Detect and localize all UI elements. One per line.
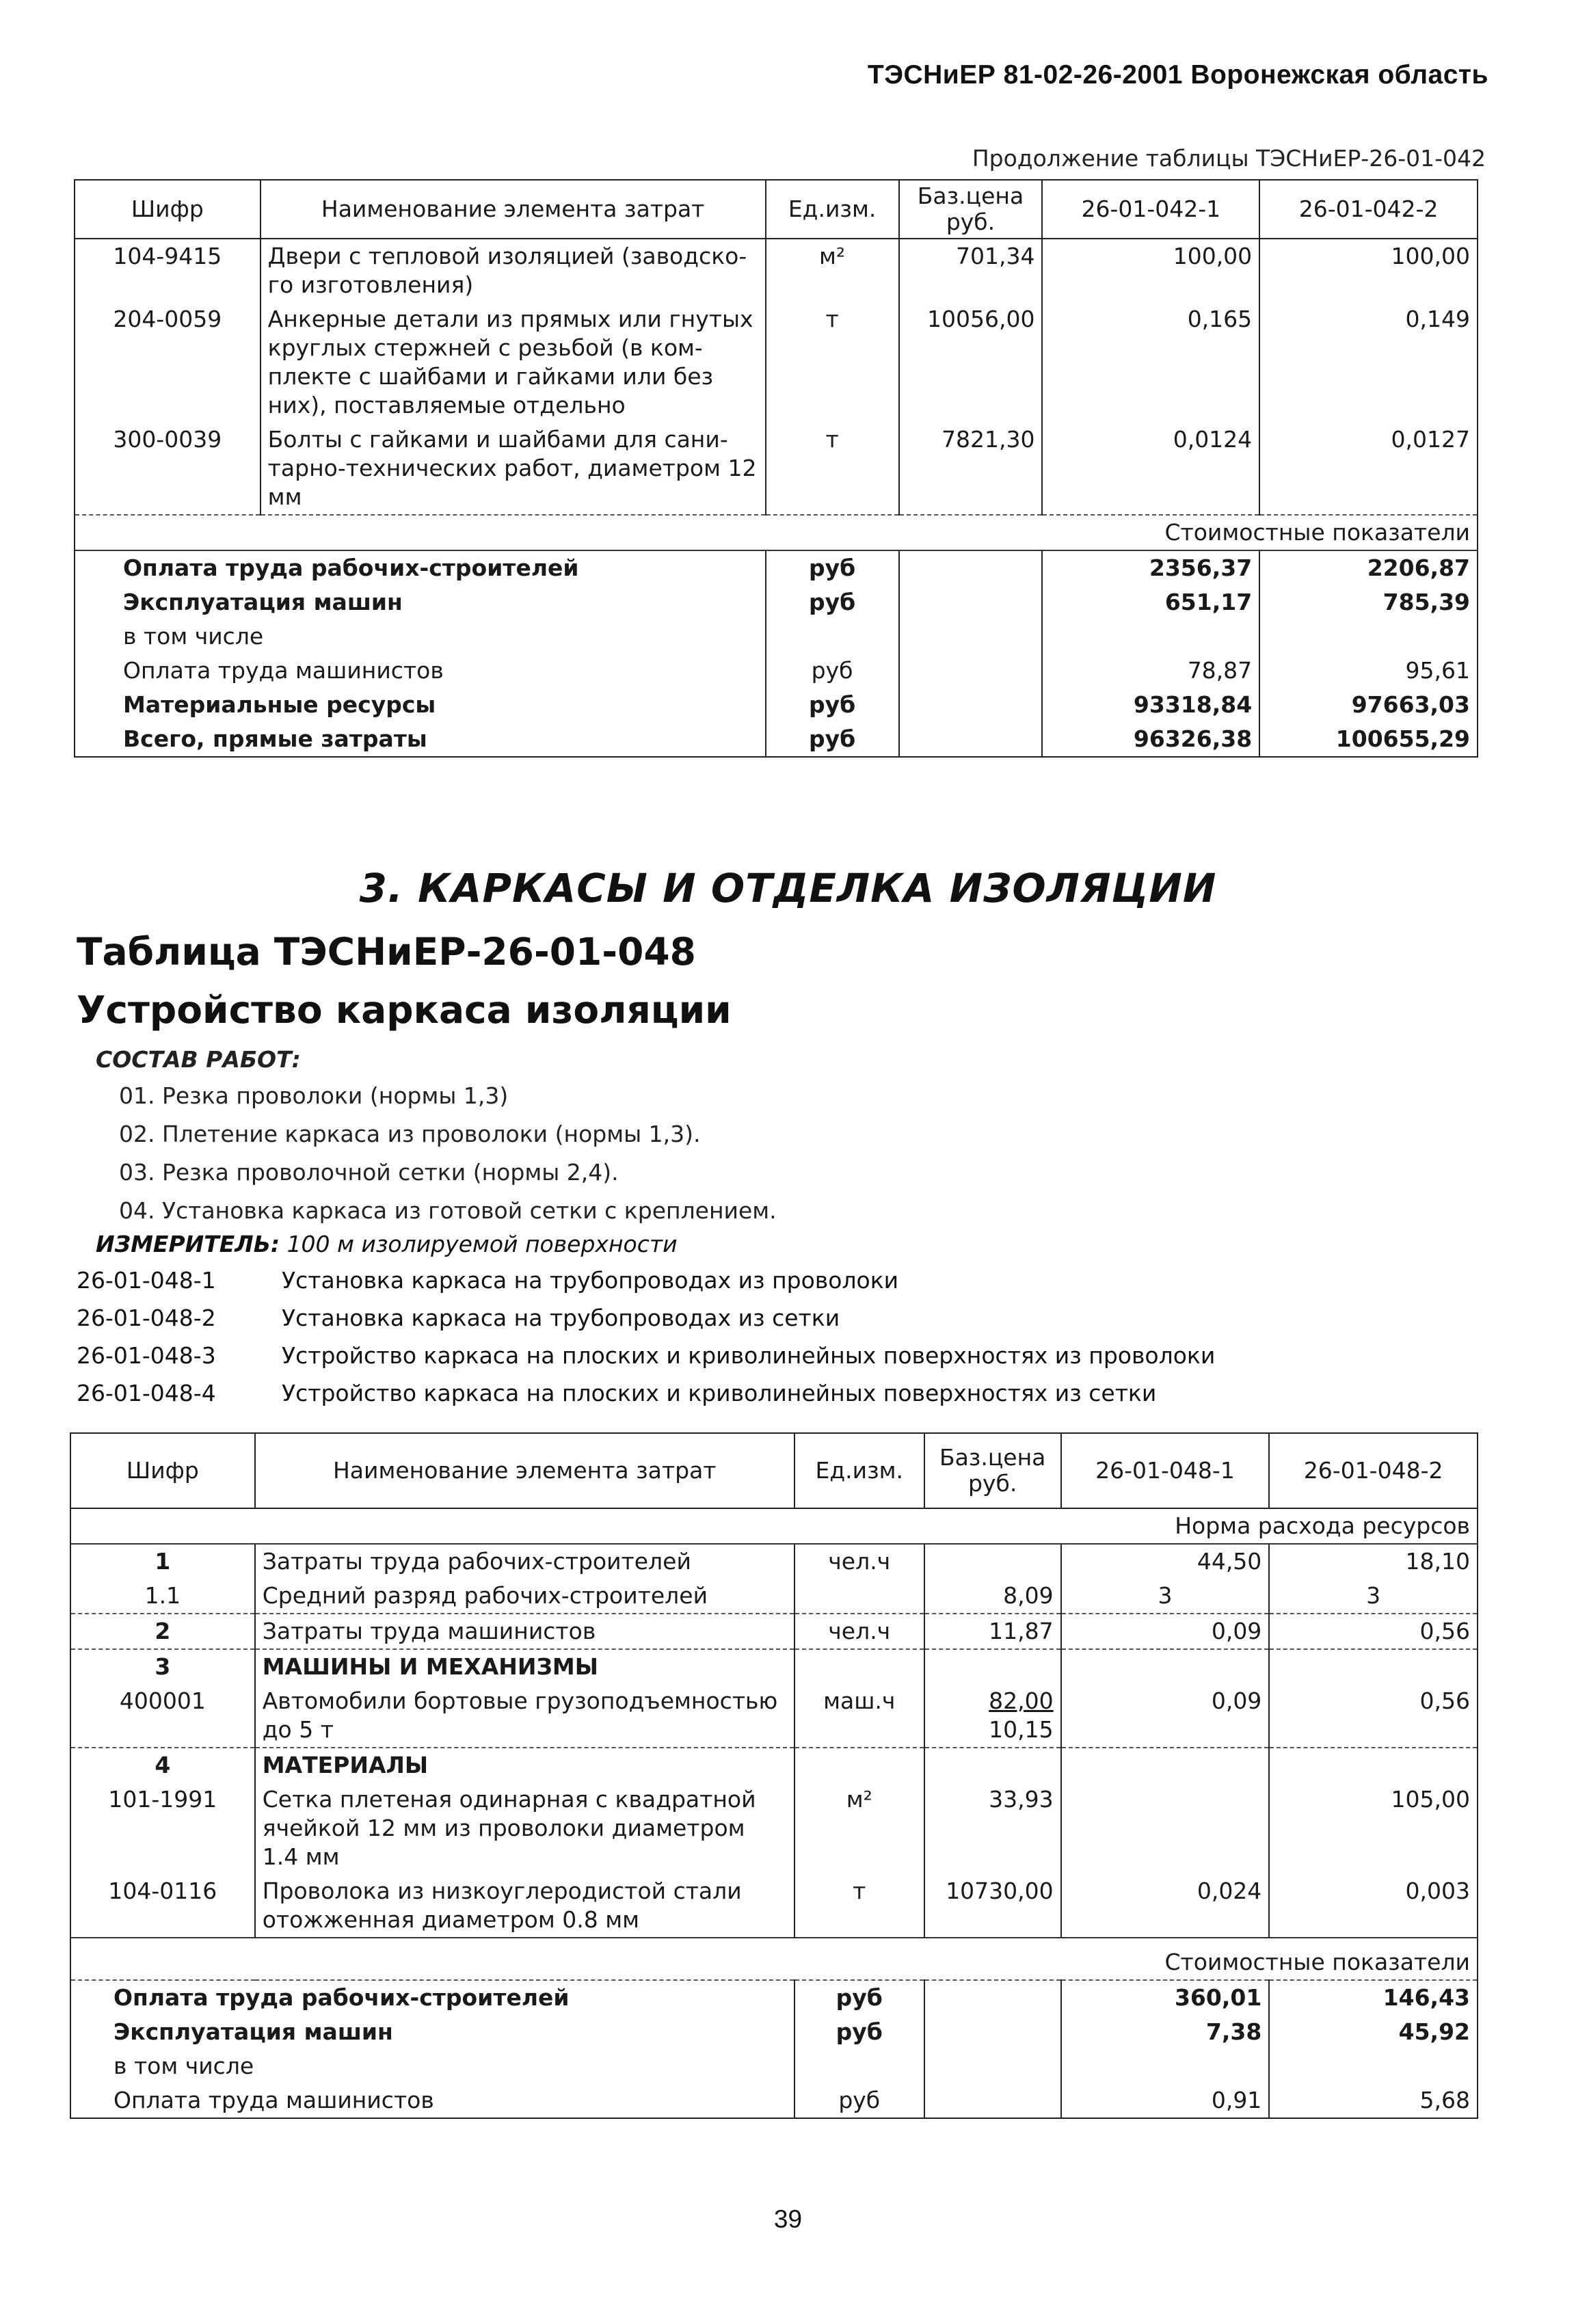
work-item: 02. Плетение каркаса из проволоки (нормы 1,3). [119,1121,701,1147]
cell-price: 701,34 [899,239,1043,302]
measurement-value: 100 м изолируемой поверхности [286,1231,678,1257]
cost-row [75,688,1478,722]
cell-price: 10056,00 [899,302,1043,423]
cost-value-2: 45,92 [1269,2015,1478,2049]
cell-value-1: 100,00 [1042,239,1259,302]
cost-value-2: 95,61 [1259,654,1478,688]
cell-unit: м² [794,1782,924,1874]
col-header-price: Баз.цена руб. [899,180,1043,239]
cost-indicators-label: Стоимостные показатели [75,515,1478,550]
table-subtitle: Устройство каркаса изоляции [77,988,732,1032]
col-header-unit: Ед.изм. [794,1433,924,1508]
cell-value-2: 0,56 [1269,1684,1478,1748]
cell-price [924,1544,1061,1579]
cost-row [75,722,1478,757]
cell-value-2: 3 [1269,1579,1478,1614]
cell-value-2 [1269,1649,1478,1684]
work-item: 03. Резка проволочной сетки (нормы 2,4). [119,1159,619,1186]
cell-name: Болты с гайками и шайбами для сани-тарно-технических работ, диаметром 12 мм [261,423,766,515]
cost-value-1: 0,91 [1061,2083,1270,2118]
group-row [70,1649,1478,1684]
table-row [70,1544,1478,1579]
cost-value-1: 651,17 [1042,585,1259,619]
cost-unit: руб [766,550,899,585]
norm-code: 26-01-048-4 [77,1380,216,1406]
cost-unit [794,2049,924,2083]
cell-value-2: 105,00 [1269,1782,1478,1874]
cell-value-1: 0,09 [1061,1614,1270,1649]
cell-code: 300-0039 [113,426,222,453]
table-row [70,1684,1478,1748]
section-title: 3. КАРКАСЫ И ОТДЕЛКА ИЗОЛЯЦИИ [359,865,1217,911]
price-secondary: 10,15 [989,1716,1054,1743]
list-item [77,1261,1215,1299]
table-row [70,1614,1478,1649]
cost-header-row [70,1938,1478,1980]
cost-value-2: 100655,29 [1259,722,1478,757]
table-row [70,1874,1478,1938]
cell-price: 10730,00 [924,1874,1061,1938]
cell-price: 11,87 [924,1614,1061,1649]
cell-code: 3 [70,1649,255,1684]
cost-value-2: 2206,87 [1259,550,1478,585]
cost-value-2 [1269,2049,1478,2083]
cost-name: Оплата труда рабочих-строителей [75,550,766,585]
resource-table-26-01-048 [70,1432,1478,2119]
cell-unit: м² [766,239,899,302]
cost-row [75,619,1478,654]
cost-value-1 [1042,619,1259,654]
cost-value-2: 5,68 [1269,2083,1478,2118]
list-item [77,1337,1215,1374]
cost-price-empty [899,654,1043,688]
cost-header-row [75,515,1478,550]
cell-code: 400001 [119,1687,206,1714]
norm-description: Установка каркаса на трубопроводах из сетки [282,1305,840,1331]
cell-name: Двери с тепловой изоляцией (заводско-го изготовления) [261,239,766,302]
cost-unit: руб [766,585,899,619]
norm-header-row [70,1508,1478,1544]
cell-unit [794,1579,924,1614]
cell-value-1 [1061,1649,1270,1684]
cost-name: Оплата труда машинистов [113,2087,434,2113]
cell-value-2 [1269,1748,1478,1782]
cost-row [75,654,1478,688]
cell-name: Сетка плетеная одинарная с квадратной ячейкой 12 мм из проволоки диаметром 1.4 мм [255,1782,794,1874]
cell-price [924,1748,1061,1782]
cost-value-2: 785,39 [1259,585,1478,619]
col-header-name: Наименование элемента затрат [261,180,766,239]
col-header-norm-1: 26-01-042-1 [1042,180,1259,239]
cell-value-1 [1061,1782,1270,1874]
cell-name: Проволока из низкоуглеродистой стали отожженная диаметром 0.8 мм [255,1874,794,1938]
cell-code: 104-0116 [108,1878,217,1904]
cell-price [924,1684,1061,1748]
cell-unit [794,1649,924,1684]
cell-value-1: 3 [1061,1579,1270,1614]
cell-unit: т [766,302,899,423]
cost-row [70,2083,1478,2118]
table-title: Таблица ТЭСНиЕР-26-01-048 [77,930,696,974]
group-title: МАТЕРИАЛЫ [255,1748,794,1782]
norm-description: Установка каркаса на трубопроводах из проволоки [282,1267,899,1294]
norm-code-list [77,1261,1215,1412]
col-header-code: Шифр [70,1433,255,1508]
price-main: 82,00 [989,1687,1054,1714]
cell-name: Анкерные детали из прямых или гнутых круглых стержней с резьбой (в ком-плекте с шайбами и гайками или без них), поставляемые отдельно [261,302,766,423]
cell-code: 104-9415 [113,243,222,269]
work-item: 01. Резка проволоки (нормы 1,3) [119,1082,509,1109]
document-header: ТЭСНиЕР 81-02-26-2001 Воронежская область [867,60,1488,90]
norm-consumption-label: Норма расхода ресурсов [70,1508,1478,1544]
cell-value-2: 18,10 [1269,1544,1478,1579]
cell-name: Автомобили бортовые грузоподъемностью до 5 т [255,1684,794,1748]
group-title: МАШИНЫ И МЕХАНИЗМЫ [255,1649,794,1684]
cost-unit: руб [794,1980,924,2015]
table-row [70,1782,1478,1874]
cell-value-2: 100,00 [1259,239,1478,302]
cost-price-empty [899,619,1043,654]
cell-price: 33,93 [924,1782,1061,1874]
measurement-label: ИЗМЕРИТЕЛЬ: [96,1231,280,1257]
cell-value-2: 0,003 [1269,1874,1478,1938]
group-row [70,1748,1478,1782]
cost-name: Эксплуатация машин [123,589,403,615]
cost-price-empty [924,2083,1061,2118]
cell-price [924,1649,1061,1684]
col-header-code: Шифр [75,180,261,239]
list-item [77,1299,1215,1337]
cost-unit [766,619,899,654]
cell-unit: чел.ч [794,1544,924,1579]
cost-unit: руб [766,654,899,688]
cell-name: Затраты труда машинистов [255,1614,794,1649]
cost-price-empty [899,722,1043,757]
cell-unit: маш.ч [794,1684,924,1748]
norm-code: 26-01-048-2 [77,1305,216,1331]
cell-name: Затраты труда рабочих-строителей [255,1544,794,1579]
norm-code: 26-01-048-3 [77,1342,216,1369]
table-row [75,423,1478,515]
cost-value-1 [1061,2049,1270,2083]
cell-value-1: 0,165 [1042,302,1259,423]
cost-price-empty [924,2049,1061,2083]
col-header-norm-2: 26-01-048-2 [1269,1433,1478,1508]
table-row [75,239,1478,302]
cost-row [70,1980,1478,2015]
col-header-norm-2: 26-01-042-2 [1259,180,1478,239]
cell-value-1: 0,09 [1061,1684,1270,1748]
col-header-price: Баз.цена руб. [924,1433,1061,1508]
table-continuation-label: Продолжение таблицы ТЭСНиЕР-26-01-042 [972,145,1486,172]
col-header-name: Наименование элемента затрат [255,1433,794,1508]
cost-row [75,585,1478,619]
cost-price-empty [924,1980,1061,2015]
cell-code: 101-1991 [108,1786,217,1813]
norm-code: 26-01-048-1 [77,1267,216,1294]
norm-description: Устройство каркаса на плоских и криволинейных поверхностях из проволоки [282,1342,1216,1369]
cost-price-empty [899,688,1043,722]
cell-value-1: 0,0124 [1042,423,1259,515]
cost-name: Материальные ресурсы [123,691,436,718]
cost-row [70,2049,1478,2083]
cost-price-empty [899,550,1043,585]
cost-value-2 [1259,619,1478,654]
cost-row [75,550,1478,585]
cell-value-1: 44,50 [1061,1544,1270,1579]
cost-price-empty [924,2015,1061,2049]
table-row [75,302,1478,423]
cost-name: Эксплуатация машин [113,2018,393,2045]
table-header-row [75,180,1478,239]
cell-price: 7821,30 [899,423,1043,515]
work-composition-label: СОСТАВ РАБОТ: [96,1046,301,1073]
resource-table-26-01-042 [74,179,1478,758]
measurement-unit [96,1231,678,1257]
col-header-unit: Ед.изм. [766,180,899,239]
cost-name: в том числе [123,623,264,650]
cell-value-2: 0,0127 [1259,423,1478,515]
work-item: 04. Установка каркаса из готовой сетки с креплением. [119,1197,777,1224]
cell-unit: т [766,423,899,515]
cell-value-2: 0,56 [1269,1614,1478,1649]
cost-name: в том числе [113,2053,254,2079]
cost-unit: руб [794,2015,924,2049]
cost-unit: руб [766,722,899,757]
cost-value-2: 146,43 [1269,1980,1478,2015]
cell-value-1 [1061,1748,1270,1782]
work-composition [96,1046,777,1230]
cost-value-1: 96326,38 [1042,722,1259,757]
table-header-row [70,1433,1478,1508]
cost-value-1: 7,38 [1061,2015,1270,2049]
col-header-norm-1: 26-01-048-1 [1061,1433,1270,1508]
page-number: 39 [773,2205,803,2233]
cell-code: 1 [70,1544,255,1579]
cell-price: 8,09 [924,1579,1061,1614]
cell-unit: т [794,1874,924,1938]
cost-name: Всего, прямые затраты [123,725,427,752]
cost-row [70,2015,1478,2049]
cell-code: 204-0059 [113,306,222,332]
cost-value-1: 360,01 [1061,1980,1270,2015]
cell-code: 1.1 [144,1582,181,1609]
cell-unit [794,1748,924,1782]
cost-value-1: 78,87 [1042,654,1259,688]
cell-unit: чел.ч [794,1614,924,1649]
cell-code: 4 [70,1748,255,1782]
cell-name: Средний разряд рабочих-строителей [255,1579,794,1614]
cost-value-2: 97663,03 [1259,688,1478,722]
cost-name: Оплата труда машинистов [123,657,444,684]
table-row [70,1579,1478,1614]
cost-unit: руб [794,2083,924,2118]
cell-code: 2 [70,1614,255,1649]
cell-value-2: 0,149 [1259,302,1478,423]
cost-value-1: 2356,37 [1042,550,1259,585]
cell-value-1: 0,024 [1061,1874,1270,1938]
cost-indicators-label: Стоимостные показатели [70,1938,1478,1980]
cost-price-empty [899,585,1043,619]
cost-name: Оплата труда рабочих-строителей [70,1980,794,2015]
list-item [77,1374,1215,1412]
cost-value-1: 93318,84 [1042,688,1259,722]
cost-unit: руб [766,688,899,722]
norm-description: Устройство каркаса на плоских и криволинейных поверхностях из сетки [282,1380,1157,1406]
